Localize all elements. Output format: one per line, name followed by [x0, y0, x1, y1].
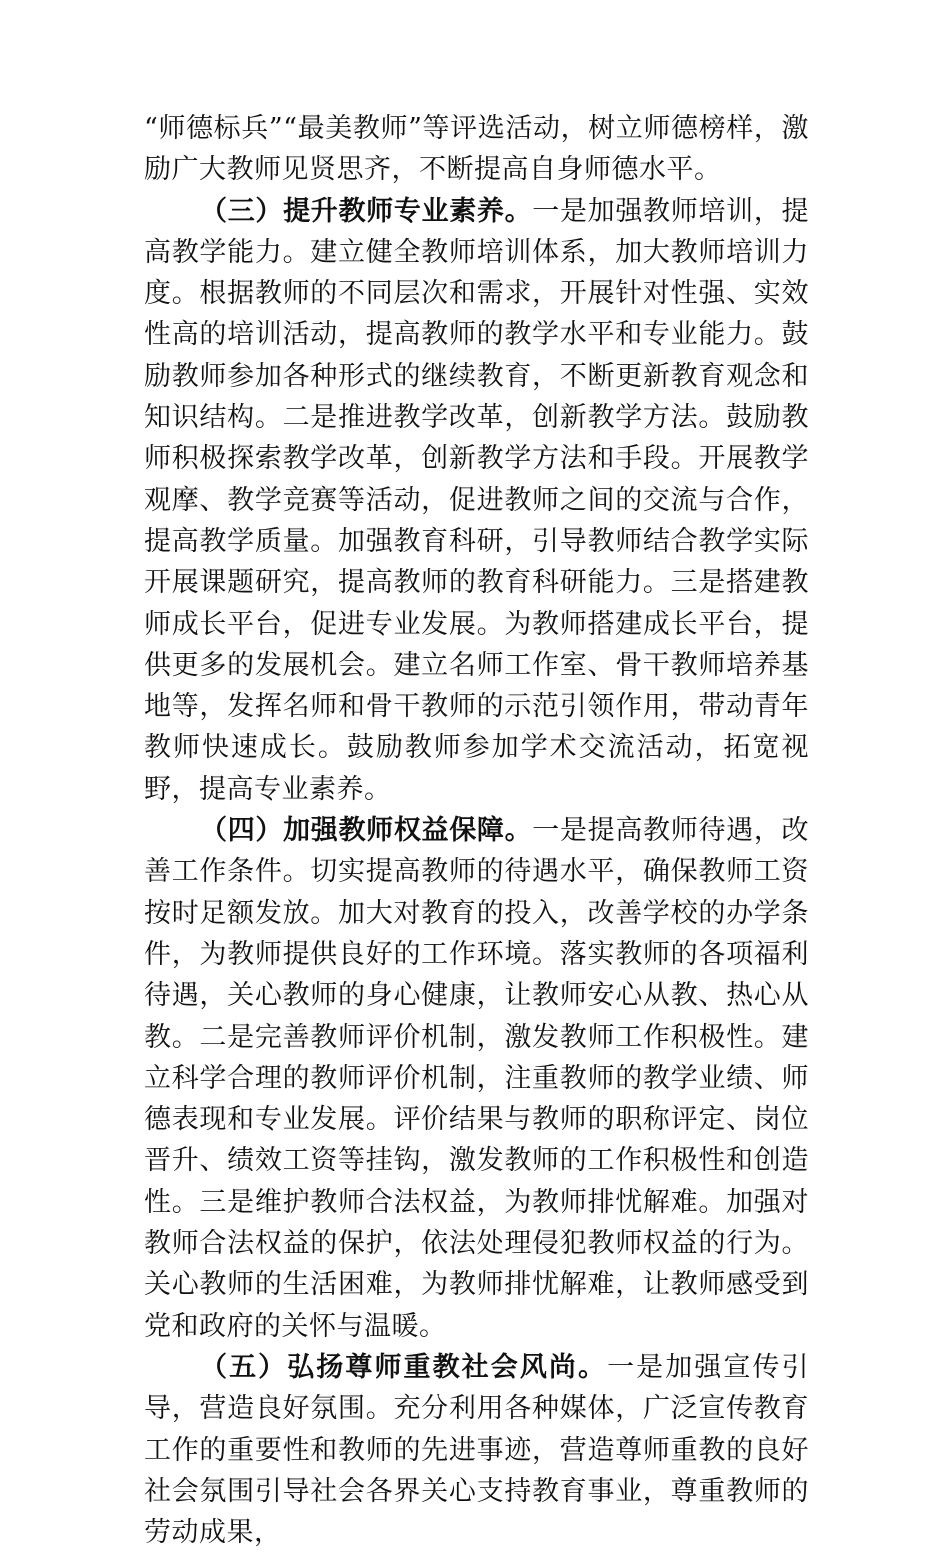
- paragraph-3-text: 一是提高教师待遇，改善工作条件。切实提高教师的待遇水平，确保教师工资按时足额发放。加大对教育的投入，改善学校的办学条件，为教师提供良好的工作环境。落实教师的各项福利待遇，关心教师的身心健康，让教师安心从教、热心从教。二是完善教师评价机制，激发教师工作积极性。建立科学合理的教师评价机制，注重教师的教学业绩、师德表现和专业发展。评价结果与教师的职称评定、岗位晋升、绩效工资等挂钩，激发教师的工作积极性和创造性。三是维护教师合法权益，为教师排忧解难。加强对教师合法权益的保护，依法处理侵犯教师权益的行为。关心教师的生活困难，为教师排忧解难，让教师感受到党和政府的关怀与温暖。: [144, 815, 810, 1342]
- paragraph-1: [144, 108, 809, 191]
- section-heading-3: （三）提升教师专业素养。: [200, 195, 533, 227]
- body-text: [144, 108, 809, 1553]
- paragraph-4: [144, 1347, 809, 1553]
- section-heading-5: （五）弘扬尊师重教社会风尚。: [200, 1351, 608, 1383]
- paragraph-2-text: 一是加强教师培训，提高教学能力。建立健全教师培训体系，加大教师培训力度。根据教师的不同层次和需求，开展针对性强、实效性高的培训活动，提高教师的教学水平和专业能力。鼓励教师参加各种形式的继续教育，不断更新教育观念和知识结构。二是推进教学改革，创新教学方法。鼓励教师积极探索教学改革，创新教学方法和手段。开展教学观摩、教学竞赛等活动，促进教师之间的交流与合作，提高教学质量。加强教育科研，引导教师结合教学实际开展课题研究，提高教师的教育科研能力。三是搭建教师成长平台，促进专业发展。为教师搭建成长平台，提供更多的发展机会。建立名师工作室、骨干教师培养基地等，发挥名师和骨干教师的示范引领作用，带动青年教师快速成长。鼓励教师参加学术交流活动，拓宽视野，提高专业素养。: [144, 195, 810, 805]
- paragraph-2: [144, 191, 809, 810]
- paragraph-4-text: 一是加强宣传引导，营造良好氛围。充分利用各种媒体，广泛宣传教育工作的重要性和教师的先进事迹，营造尊师重教的良好社会氛围引导社会各界关心支持教育事业，尊重教师的劳动成果，: [144, 1351, 810, 1549]
- paragraph-1-text: “师德标兵”“最美教师”等评选活动，树立师德榜样，激励广大教师见贤思齐，不断提高自身师德水平。: [144, 113, 809, 186]
- paragraph-3: [144, 810, 809, 1347]
- section-heading-4: （四）加强教师权益保障。: [200, 815, 533, 847]
